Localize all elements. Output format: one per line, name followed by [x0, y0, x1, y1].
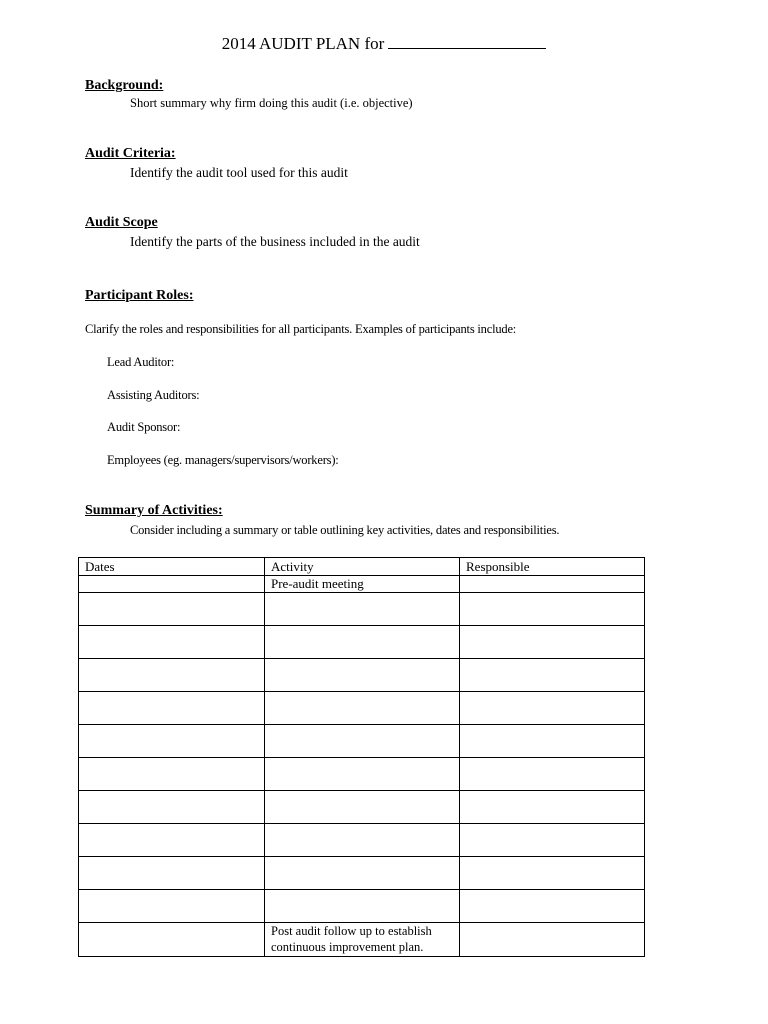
table-row: [79, 692, 645, 725]
header-activity: Activity: [265, 558, 460, 576]
cell-activity[interactable]: [265, 626, 460, 659]
cell-responsible[interactable]: [460, 692, 645, 725]
table-row: [79, 857, 645, 890]
table-row: [79, 593, 645, 626]
cell-responsible[interactable]: [460, 659, 645, 692]
cell-activity[interactable]: [265, 923, 460, 957]
cell-dates[interactable]: [79, 857, 265, 890]
table-row: [79, 923, 645, 957]
table-header-row: [79, 558, 645, 576]
cell-responsible[interactable]: [460, 626, 645, 659]
background-text: Short summary why firm doing this audit (i.e. objective): [130, 96, 413, 110]
cell-responsible[interactable]: [460, 593, 645, 626]
summary-text: Consider including a summary or table outlining key activities, dates and responsibilities.: [130, 523, 560, 537]
cell-dates[interactable]: [79, 692, 265, 725]
cell-activity[interactable]: [265, 791, 460, 824]
table-row: [79, 626, 645, 659]
table-row: [79, 791, 645, 824]
cell-activity[interactable]: [265, 659, 460, 692]
cell-dates[interactable]: [79, 890, 265, 923]
role-assisting-auditors: Assisting Auditors:: [107, 388, 200, 402]
cell-activity[interactable]: [265, 692, 460, 725]
cell-responsible[interactable]: [460, 758, 645, 791]
table-row: [79, 576, 645, 593]
post-audit-line-2: continuous improvement plan.: [271, 940, 424, 954]
table-row: [79, 824, 645, 857]
heading-background: Background:: [85, 78, 164, 93]
role-lead-auditor: Lead Auditor:: [107, 355, 175, 369]
cell-responsible[interactable]: [460, 576, 645, 593]
cell-dates[interactable]: [79, 824, 265, 857]
cell-dates[interactable]: [79, 725, 265, 758]
heading-audit-criteria: Audit Criteria:: [85, 146, 176, 161]
cell-activity[interactable]: [265, 758, 460, 791]
cell-responsible[interactable]: [460, 890, 645, 923]
cell-responsible[interactable]: [460, 923, 645, 957]
post-audit-line-1: Post audit follow up to establish: [271, 924, 432, 938]
heading-participant-roles: Participant Roles:: [85, 288, 194, 303]
title-blank-line: [388, 34, 546, 49]
cell-responsible[interactable]: [460, 725, 645, 758]
cell-activity[interactable]: [265, 824, 460, 857]
cell-activity[interactable]: [265, 857, 460, 890]
cell-dates[interactable]: [79, 758, 265, 791]
cell-activity[interactable]: [265, 725, 460, 758]
header-responsible: Responsible: [460, 558, 645, 576]
heading-summary-of-activities: Summary of Activities:: [85, 503, 223, 518]
document-title: 2014 AUDIT PLAN for: [0, 34, 768, 54]
cell-dates[interactable]: [79, 626, 265, 659]
table-row: [79, 659, 645, 692]
cell-dates[interactable]: [79, 923, 265, 957]
cell-activity[interactable]: [265, 593, 460, 626]
cell-responsible[interactable]: [460, 791, 645, 824]
cell-dates[interactable]: [79, 576, 265, 593]
scope-text: Identify the parts of the business included in the audit: [130, 234, 420, 249]
activities-table: [78, 557, 645, 957]
header-dates: Dates: [79, 558, 265, 576]
table-row: [79, 758, 645, 791]
roles-intro: Clarify the roles and responsibilities for all participants. Examples of participants include:: [85, 322, 517, 336]
role-audit-sponsor: Audit Sponsor:: [107, 420, 181, 434]
table-row: [79, 725, 645, 758]
cell-dates[interactable]: [79, 659, 265, 692]
cell-responsible[interactable]: [460, 857, 645, 890]
cell-responsible[interactable]: [460, 824, 645, 857]
heading-audit-scope: Audit Scope: [85, 215, 158, 230]
cell-dates[interactable]: [79, 593, 265, 626]
cell-activity[interactable]: [265, 890, 460, 923]
table-row: [79, 890, 645, 923]
cell-activity[interactable]: Pre-audit meeting: [265, 576, 460, 593]
criteria-text: Identify the audit tool used for this audit: [130, 165, 348, 180]
cell-dates[interactable]: [79, 791, 265, 824]
role-employees: Employees (eg. managers/supervisors/workers):: [107, 453, 339, 467]
